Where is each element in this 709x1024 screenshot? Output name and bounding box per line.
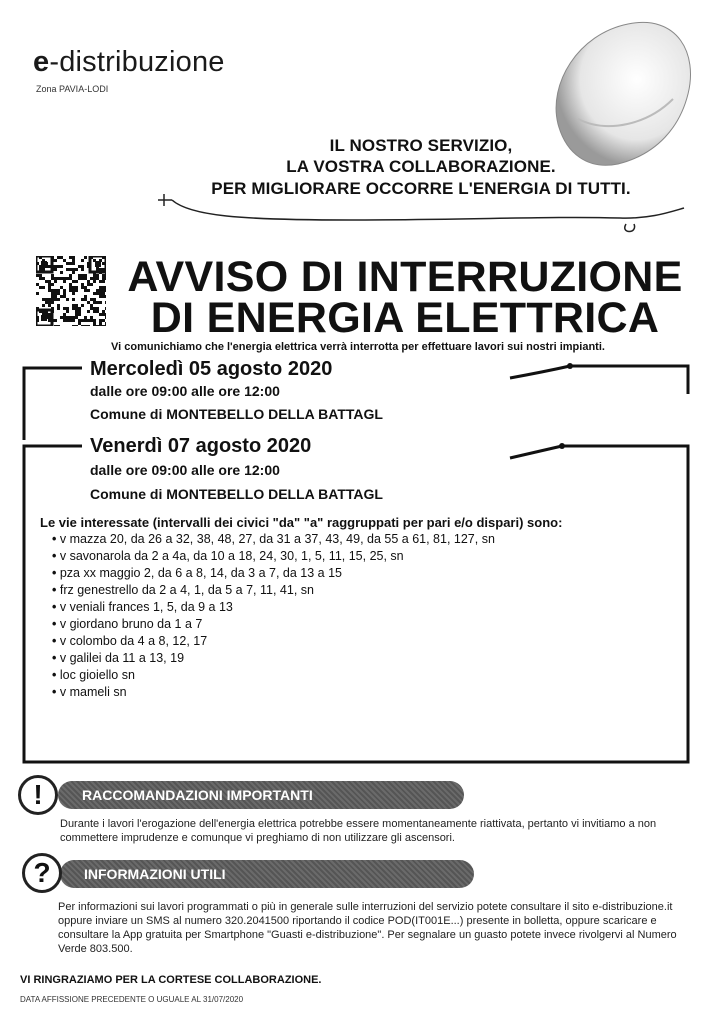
recommendations-banner: RACCOMANDAZIONI IMPORTANTI [58,781,464,809]
streets-title: Le vie interessate (intervalli dei civici "da" "a" raggruppati per pari e/o dispari) sono: [40,515,563,530]
slogan-line-1: IL NOSTRO SERVIZIO, [329,136,513,155]
notice-comune-2: Comune di MONTEBELLO DELLA BATTAGL [90,486,383,502]
plug-wire-decoration [150,186,690,236]
notice-date-1: Mercoledì 05 agosto 2020 [90,358,333,380]
list-item: • frz genestrello da 2 a 4, 1, da 5 a 7, 11, 41, sn [52,582,495,599]
qr-code [36,256,106,326]
list-item: • v colombo da 4 a 8, 12, 17 [52,633,495,650]
intro-text: Vi comunichiamo che l'energia elettrica verrà interrotta per effettuare lavori sui nostri impianti. [111,341,605,353]
list-item: • v savonarola da 2 a 4a, da 10 a 18, 24, 30, 1, 5, 11, 15, 25, sn [52,548,495,565]
slogan-line-2: LA VOSTRA COLLABORAZIONE. [286,157,556,176]
recommendations-text: Durante i lavori l'erogazione dell'energia elettrica potrebbe essere momentaneamente riattivata, pertanto vi invitiamo a non commettere imprudenze e comunque vi preghiamo di non utilizzare gli ascensori. [60,818,657,844]
notice-comune-1: Comune di MONTEBELLO DELLA BATTAGL [90,406,383,422]
list-item: • v mazza 20, da 26 a 32, 38, 48, 27, da 31 a 37, 43, 49, da 55 a 61, 81, 127, sn [52,531,495,548]
zona-label: Zona PAVIA-LODI [36,84,109,94]
info-text: Per informazioni sui lavori programmati o più in generale sulle interruzioni del servizio potete consultare il sito e-distribuzione.it oppure inviare un SMS al numero 320.2041500 riportando il codice POD(IT001E...) presente in bolletta, oppure scaricare e consultare la App gratuita per Smartphone "Guasti e-distribuzione". Per segnalare un guasto potete invece rivolgervi al Numero Verde 803.500. [58,901,677,955]
list-item: • v galilei da 11 a 13, 19 [52,650,495,667]
list-item: • loc gioiello sn [52,667,495,684]
posting-date: DATA AFFISSIONE PRECEDENTE O UGUALE AL 31/07/2020 [20,995,244,1004]
thanks-text: VI RINGRAZIAMO PER LA CORTESE COLLABORAZIONE. [20,974,322,986]
street-list [52,531,495,701]
logo: e-distribuzione [33,46,225,78]
notice-title-line-1: AVVISO DI INTERRUZIONE [127,253,683,301]
exclamation-icon: ! [18,775,58,815]
notice-hours-2: dalle ore 09:00 alle ore 12:00 [90,462,280,478]
slogan-line-3: PER MIGLIORARE OCCORRE L'ENERGIA DI TUTTI. [211,179,631,198]
notice-date-2: Venerdì 07 agosto 2020 [90,435,312,457]
question-icon: ? [22,853,62,893]
list-item: • v veniali frances 1, 5, da 9 a 13 [52,599,495,616]
list-item: • pza xx maggio 2, da 6 a 8, 14, da 3 a 7, da 13 a 15 [52,565,495,582]
info-banner: INFORMAZIONI UTILI [60,860,474,888]
notice-hours-1: dalle ore 09:00 alle ore 12:00 [90,383,280,399]
notice-title-line-2: DI ENERGIA ELETTRICA [150,294,660,342]
list-item: • v mameli sn [52,684,495,701]
list-item: • v giordano bruno da 1 a 7 [52,616,495,633]
